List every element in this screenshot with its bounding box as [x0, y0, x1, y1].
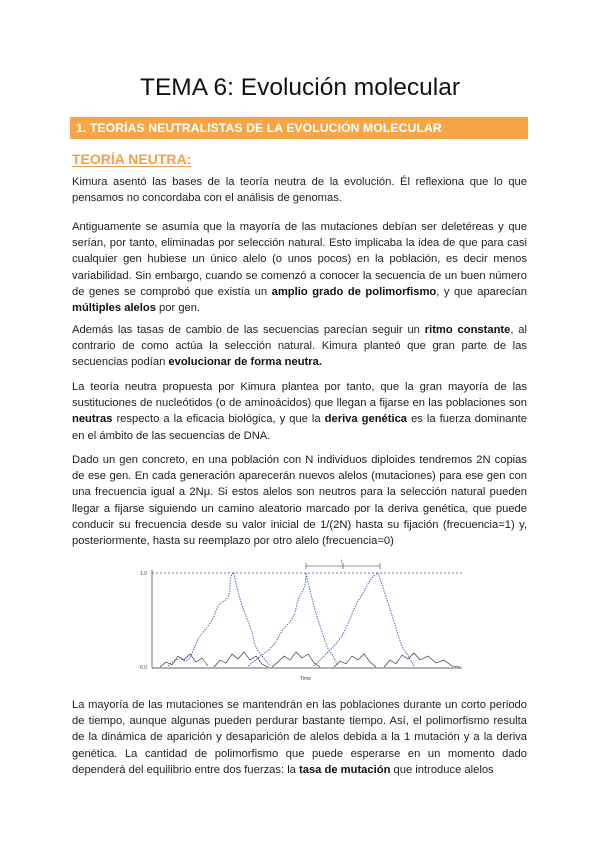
trajectory-1 [168, 573, 234, 666]
section-heading: 1. TEORÍAS NEUTRALISTAS DE LA EVOLUCIÓN MOLECULAR [70, 117, 528, 139]
bold-term: ritmo constante [424, 324, 511, 336]
bold-term: amplio grado de polimorfismo [271, 285, 437, 298]
interval-label: t [341, 559, 343, 565]
y-tick-bottom: 0.0 [140, 665, 147, 671]
trajectory-1-decline [234, 573, 270, 666]
bold-term: múltiples alelos [72, 302, 156, 315]
lost-allele-4 [334, 654, 376, 667]
bold-term: tasa de mutación [299, 763, 391, 776]
paragraph-6: La mayoría de las mutaciones se mantendrán en las poblaciones durante un corto periodo de tiempo, aunque algunas pueden perdurar bastante tiempo. Así, el polimorfismo resulta de la dinámica de aparición y desaparición de alelos debida a la 1 mutación y a la deriva genética. La cantidad de polimorfismo que puede esperarse en un momento dado dependerá del equilibrio entre dos fuerzas: la tasa de mutación que introduce alelos [72, 699, 527, 776]
y-tick-top: 1.0 [140, 571, 147, 577]
trajectory-2 [248, 573, 306, 666]
bold-term: neutras [72, 413, 113, 426]
page-title: TEMA 6: Evolución molecular [140, 74, 460, 101]
trajectory-3 [314, 573, 378, 666]
bold-term: evolucionar de forma neutra. [168, 356, 322, 369]
subheading: TEORÍA NEUTRA: [72, 151, 192, 167]
paragraph-3: Además las tasas de cambio de las secuencias parecían seguir un ritmo constante, al contrario de como actúa la selección natural. Kimura planteó que gran parte de las secuencias podían evolucionar de forma neutra. [72, 324, 527, 369]
paragraph-4: La teoría neutra propuesta por Kimura plantea por tanto, que la gran mayoría de las sustituciones de nucleótidos (o de aminoácidos) que llegan a fijarse en las poblaciones son neutras respecto a la eficacia biológica, y que la deriva genética es la fuerza dominante en el ámbito de las secuencias de DNA. [72, 381, 528, 442]
paragraph-5: Dado un gen concreto, en una población con N individuos diploides tendremos 2N copias de ese gen. En cada generación aparecerán nuevos alelos (mutaciones) para ese gen con una frecuencia igual a 2Nμ. Si estos alelos son neutros para la selección natural pueden llegar a fijarse siguiendo un camino aleatorio marcado por la deriva genética, que puede conducir su frecuencia desde su valor inicial de 1/(2N) hasta su fijación (frecuencia=1) y, posteriormente, hasta su reemplazo por otro alelo (frecuencia=0) [72, 454, 527, 548]
trajectory-2-decline [306, 573, 338, 666]
lost-allele-5 [384, 653, 460, 667]
lost-allele-3 [272, 652, 320, 667]
paragraph-2: Antiguamente se asumía que la mayoría de las mutaciones debían ser deletéreas y que serían, por tanto, eliminadas por selección natural. Esto implicaba la idea de que para casi cualquier gen hubiese un único alelo (o unos pocos) en la población, es decir menos variabilidad. Sin embargo, cuando se comenzó a conocer la secuencia de un buen número de genes se comprobó que existía un amplio grado de polimorfismo, y que aparecían múltiples alelos por gen. [72, 221, 527, 315]
trajectory-3-decline [378, 573, 414, 666]
allele-frequency-figure [138, 556, 468, 686]
lost-allele-2 [214, 652, 268, 667]
x-axis-label: Time [300, 676, 311, 682]
bold-term: deriva genética [324, 413, 408, 426]
paragraph-1: Kimura asentó las bases de la teoría neutra de la evolución. Él reflexiona que lo que pensamos no concordaba con el análisis de genomas. [72, 176, 527, 205]
